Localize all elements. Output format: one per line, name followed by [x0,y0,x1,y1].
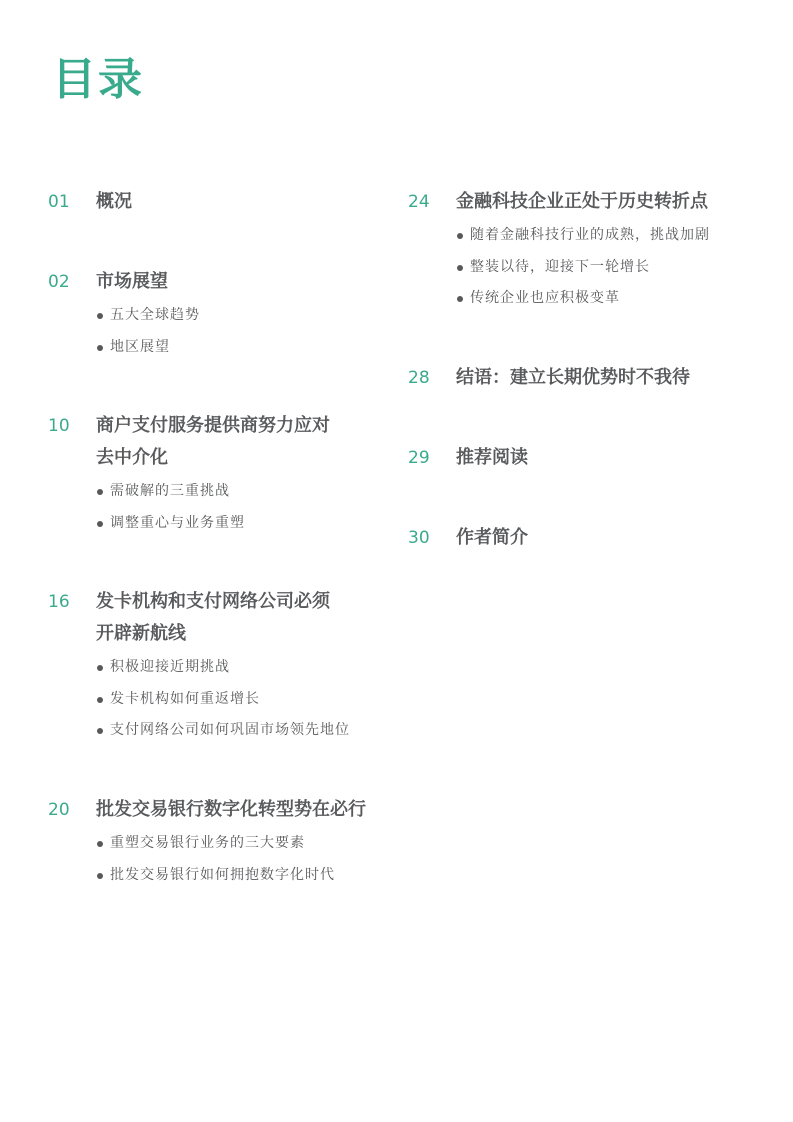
bullet-icon [97,728,103,734]
bullet-icon [97,697,103,703]
toc-heading: 市场展望 [96,271,168,292]
bullet-icon [97,313,103,319]
toc-page-number: 29 [408,448,430,468]
toc-heading: 批发交易银行数字化转型势在必行 [96,799,366,820]
toc-entry[interactable] [408,362,778,394]
toc-page-number: 20 [48,800,70,820]
toc-page-number: 01 [48,192,70,212]
bullet-icon [97,665,103,671]
toc-heading: 金融科技企业正处于历史转折点 [456,191,708,212]
toc-heading: 概况 [96,191,132,212]
toc-subitem[interactable]: 积极迎接近期挑战 [96,652,396,684]
toc-subitem[interactable]: 发卡机构如何重返增长 [96,684,396,716]
toc-heading-line-2: 去中介化 [96,447,168,468]
toc-page-number: 10 [48,416,70,436]
toc-heading: 发卡机构和支付网络公司必须 [96,591,330,612]
toc-heading: 作者简介 [456,527,528,548]
toc-subitem[interactable]: 重塑交易银行业务的三大要素 [96,828,406,860]
toc-page-number: 28 [408,368,430,388]
toc-page-number: 30 [408,528,430,548]
toc-subitem[interactable]: 随着金融科技行业的成熟，挑战加剧 [456,220,778,252]
bullet-icon [97,521,103,527]
toc-subitem[interactable]: 支付网络公司如何巩固市场领先地位 [96,715,396,747]
bullet-icon [457,233,463,239]
toc-subitem[interactable]: 传统企业也应积极变革 [456,283,778,315]
toc-entry[interactable] [48,266,396,363]
toc-entry[interactable] [408,442,778,474]
toc-page-number: 16 [48,592,70,612]
toc-page-number: 02 [48,272,70,292]
bullet-icon [97,489,103,495]
toc-heading: 结语：建立长期优势时不我待 [456,367,690,388]
toc-subitem[interactable]: 需破解的三重挑战 [96,476,396,508]
bullet-icon [97,873,103,879]
toc-entry[interactable] [48,410,396,539]
toc-entry[interactable] [48,794,406,891]
toc-entry[interactable] [408,186,778,315]
toc-heading-line-2: 开辟新航线 [96,623,186,644]
toc-entry[interactable] [48,586,396,747]
toc-heading: 商户支付服务提供商努力应对 [96,415,330,436]
toc-entry[interactable] [408,522,778,554]
toc-subitem[interactable]: 五大全球趋势 [96,300,396,332]
toc-heading: 推荐阅读 [456,447,528,468]
toc-subitem[interactable]: 整装以待，迎接下一轮增长 [456,252,778,284]
bullet-icon [97,345,103,351]
bullet-icon [97,841,103,847]
bullet-icon [457,296,463,302]
toc-subitem[interactable]: 地区展望 [96,332,396,364]
toc-subitem[interactable]: 调整重心与业务重塑 [96,508,396,540]
bullet-icon [457,265,463,271]
toc-subitem[interactable]: 批发交易银行如何拥抱数字化时代 [96,860,406,892]
toc-page-number: 24 [408,192,430,212]
page-title: 目录 [52,54,144,105]
toc-entry[interactable] [48,186,132,218]
